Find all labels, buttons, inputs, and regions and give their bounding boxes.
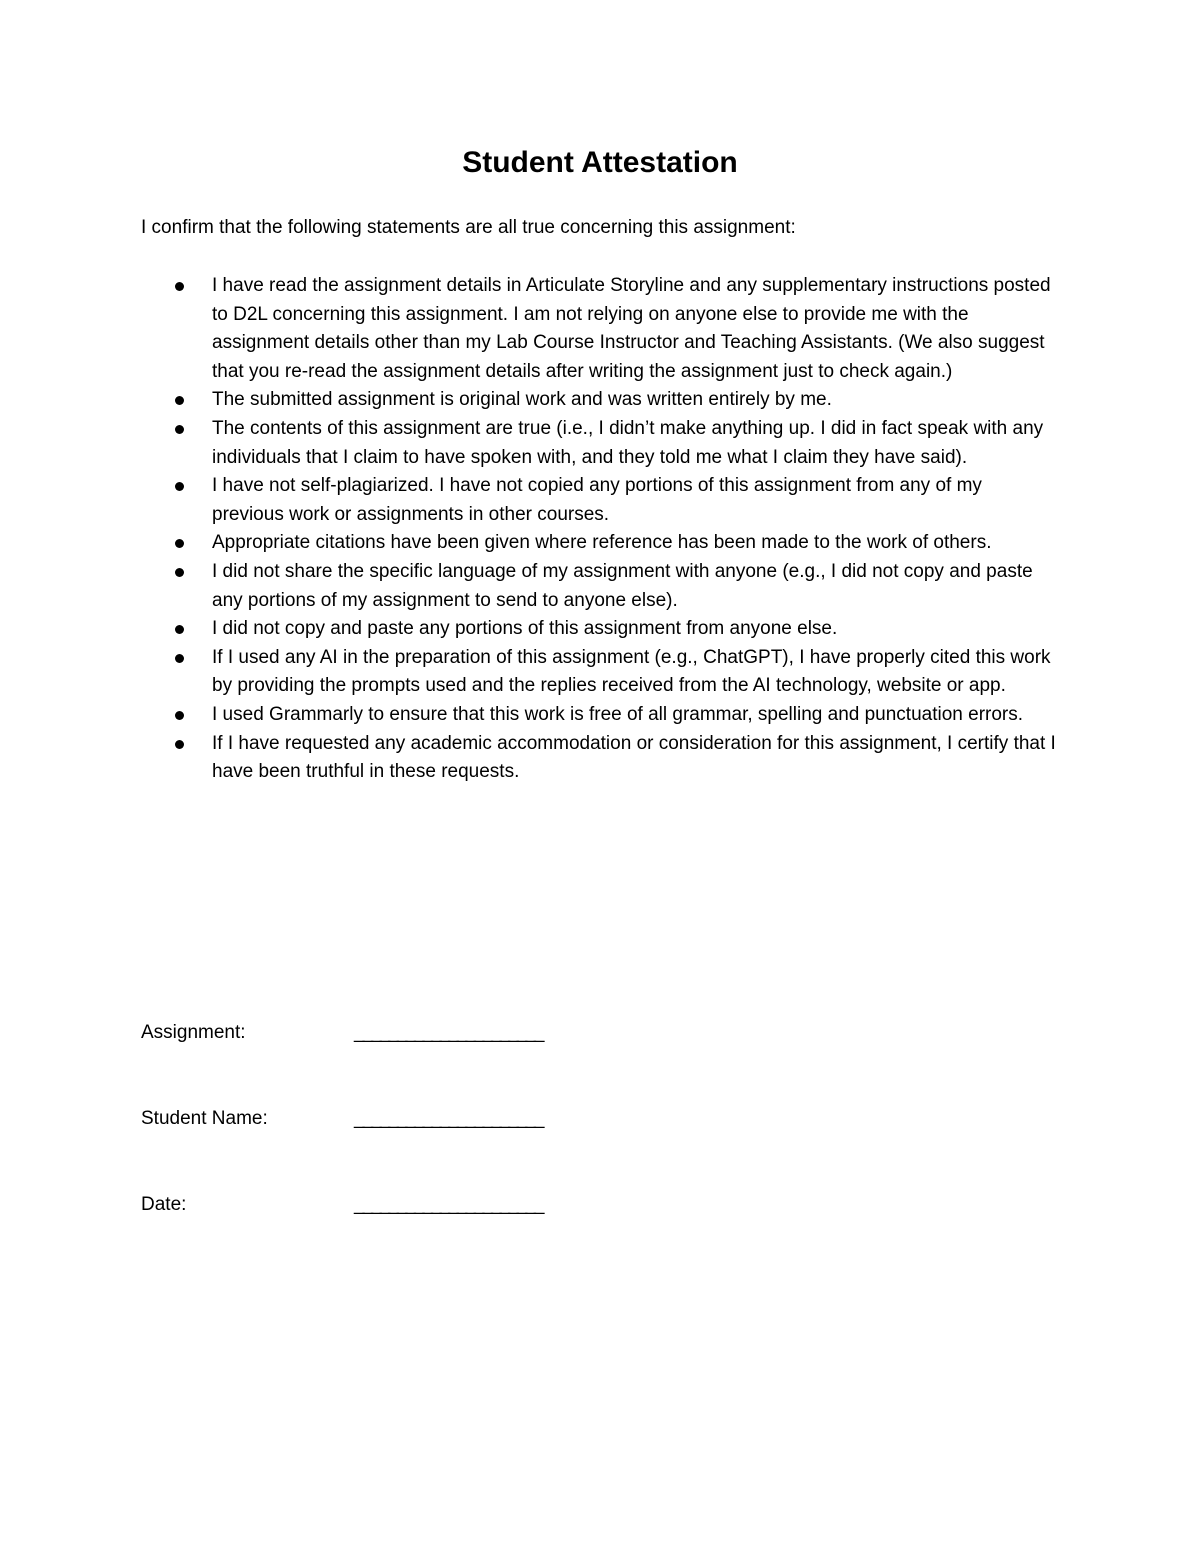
- list-item: [141, 272, 1056, 386]
- bullet-icon: [175, 711, 184, 720]
- date-label: Date:: [141, 1194, 187, 1215]
- bullet-icon: [175, 396, 184, 405]
- statement-text: The contents of this assignment are true (i.e., I didn’t make anything up. I did in fact speak with any individuals that I claim to have spoken with, and they told me what I claim they have said).: [212, 417, 1044, 468]
- student-name-field: [141, 1105, 741, 1135]
- statement-text: Appropriate citations have been given where reference has been made to the work of others.: [212, 532, 992, 554]
- statement-text: I have not self-plagiarized. I have not copied any portions of this assignment from any of my previous work or assignments in other courses.: [212, 475, 982, 525]
- statement-text: I used Grammarly to ensure that this work is free of all grammar, spelling and punctuation errors.: [212, 703, 1024, 725]
- date-blank-line[interactable]: ______________________: [354, 1194, 543, 1215]
- assignment-label: Assignment:: [141, 1022, 246, 1043]
- list-item: [141, 472, 1056, 529]
- list-item: [141, 615, 1056, 644]
- list-item: [141, 386, 1056, 415]
- statement-text: If I have requested any academic accommodation or consideration for this assignment, I certify that I have been truthful in these requests.: [212, 732, 1056, 783]
- list-item: [141, 730, 1056, 787]
- list-item: [141, 558, 1056, 615]
- list-item: [141, 701, 1056, 730]
- assignment-field: [141, 1019, 741, 1049]
- student-name-label: Student Name:: [141, 1108, 268, 1129]
- bullet-icon: [175, 282, 184, 291]
- student-name-blank-line[interactable]: ______________________: [354, 1108, 543, 1129]
- bullet-icon: [175, 482, 184, 491]
- statement-text: If I used any AI in the preparation of this assignment (e.g., ChatGPT), I have properly cited this work by providing the prompts used and the replies received from the AI technology, website or app.: [212, 646, 1051, 697]
- statement-text: I did not share the specific language of my assignment with anyone (e.g., I did not copy and paste any portions of my assignment to send to anyone else).: [212, 560, 1033, 611]
- date-field: [141, 1191, 741, 1221]
- attestation-list: [141, 272, 1056, 787]
- statement-text: I have read the assignment details in Articulate Storyline and any supplementary instructions posted to D2L concerning this assignment. I am not relying on anyone else to provide me with the assignment details other than my Lab Course Instructor and Teaching Assistants. (We also suggest that you re-read the assignment details after writing the assignment just to check again.): [212, 275, 1051, 382]
- bullet-icon: [175, 539, 184, 548]
- bullet-icon: [175, 568, 184, 577]
- statement-text: The submitted assignment is original work and was written entirely by me.: [212, 389, 832, 411]
- bullet-icon: [175, 625, 184, 634]
- statement-text: I did not copy and paste any portions of this assignment from anyone else.: [212, 618, 838, 640]
- intro-statement: I confirm that the following statements are all true concerning this assignment:: [141, 217, 796, 238]
- page-title: Student Attestation: [462, 146, 738, 179]
- list-item: [141, 644, 1056, 701]
- bullet-icon: [175, 654, 184, 663]
- list-item: [141, 529, 1056, 558]
- assignment-blank-line[interactable]: ______________________: [354, 1022, 543, 1043]
- bullet-icon: [175, 425, 184, 434]
- bullet-icon: [175, 740, 184, 749]
- list-item: [141, 415, 1056, 472]
